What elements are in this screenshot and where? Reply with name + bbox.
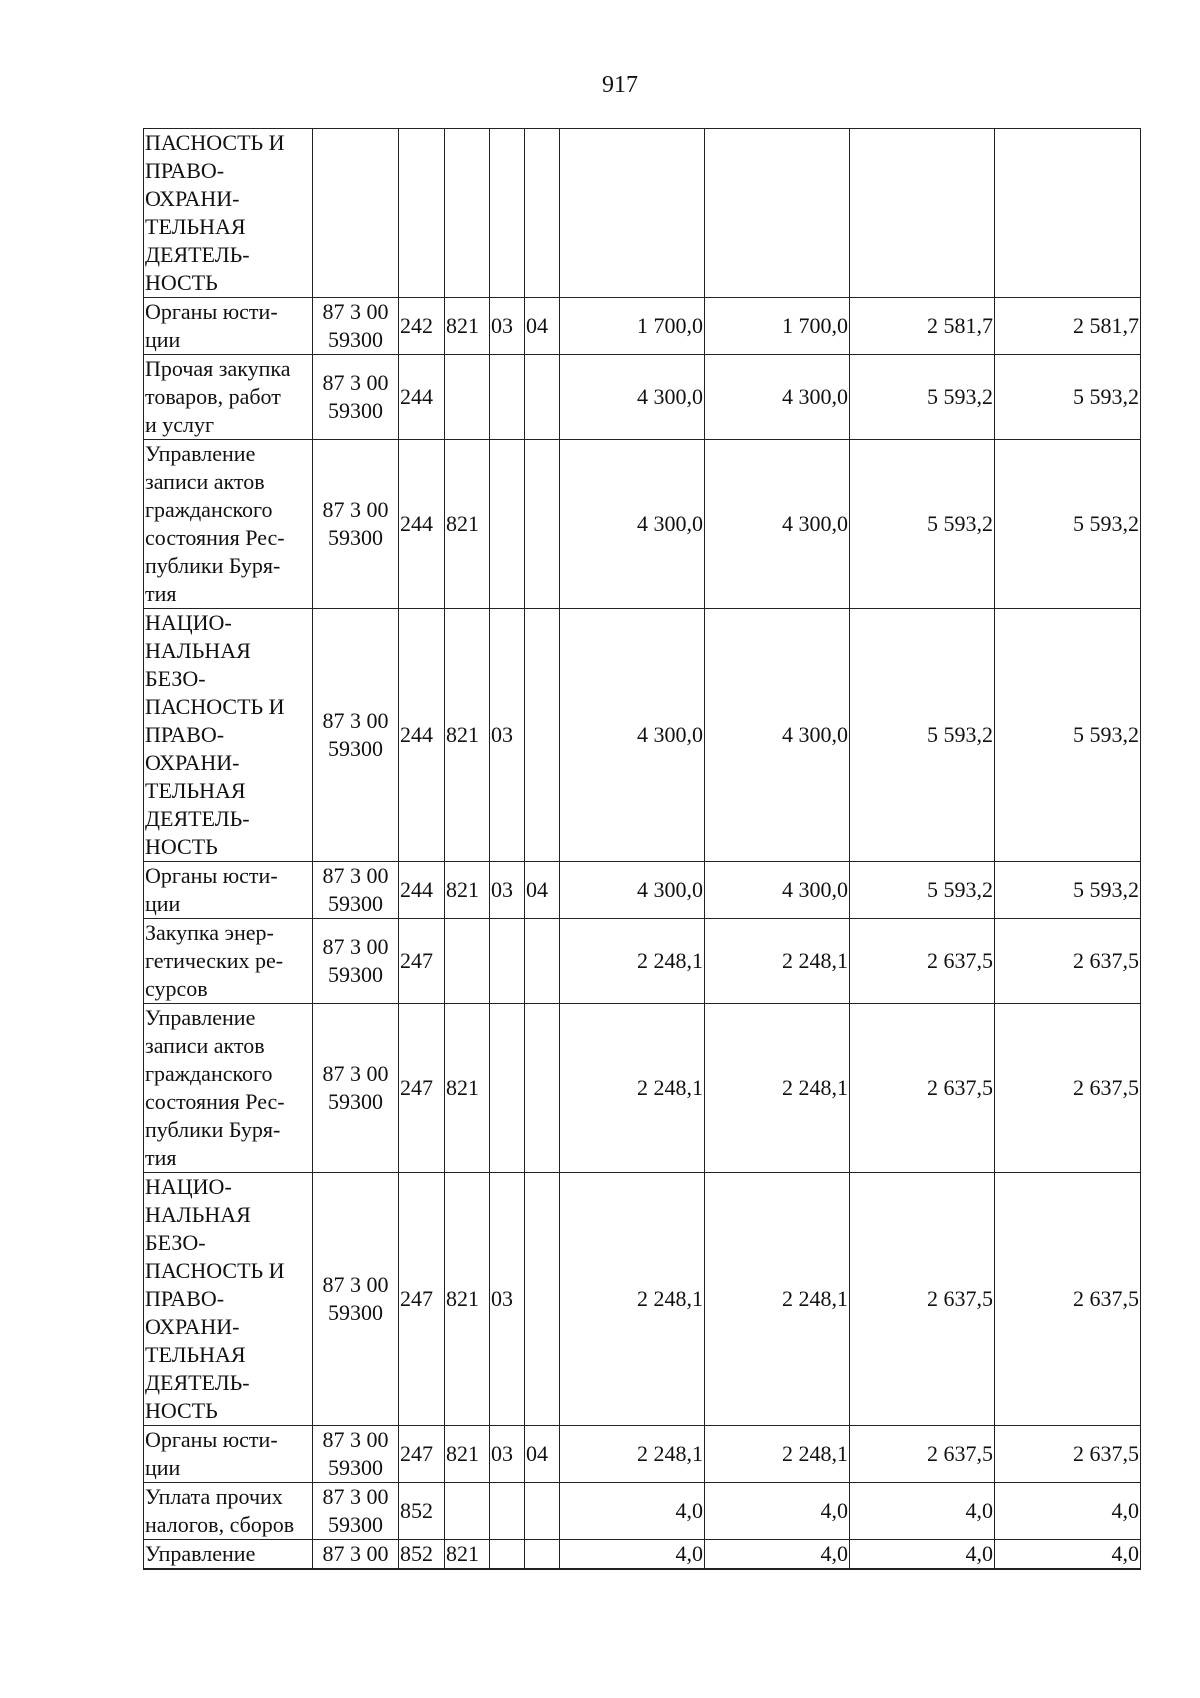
amount-cell: 1 700,0: [705, 298, 850, 355]
row-name-line: тия: [145, 1145, 177, 1170]
row-name-cell: [144, 355, 313, 440]
amount-cell: 5 593,2: [850, 440, 995, 609]
table-row: [144, 440, 1141, 609]
target-article-cell: 87 3 00 59300: [313, 355, 399, 440]
amount-cell: 4,0: [850, 1483, 995, 1540]
department-code-cell: 821: [445, 609, 490, 862]
row-name-cell: [144, 1426, 313, 1483]
amount-cell: 4 300,0: [560, 355, 705, 440]
row-name-cell: [144, 1483, 313, 1540]
expense-type-cell: [399, 129, 445, 298]
amount-cell: 4 300,0: [705, 609, 850, 862]
table-row: [144, 1483, 1141, 1540]
expense-type-cell: 247: [399, 1004, 445, 1173]
row-name-line: Управление: [145, 441, 256, 466]
row-name-cell: [144, 1004, 313, 1173]
department-code-cell: 821: [445, 440, 490, 609]
row-name-cell: [144, 129, 313, 298]
row-name-line: товаров, работ: [145, 384, 281, 409]
expense-type-cell: 242: [399, 298, 445, 355]
row-name-line: Управление: [145, 1541, 256, 1566]
department-code-cell: [445, 919, 490, 1004]
row-name-line: ции: [145, 891, 181, 916]
row-name-line: ции: [145, 1455, 181, 1480]
amount-cell: 4,0: [705, 1540, 850, 1570]
subsection-cell: 04: [525, 298, 560, 355]
amount-cell: 1 700,0: [560, 298, 705, 355]
amount-cell: 2 637,5: [995, 1173, 1141, 1426]
department-code-cell: 821: [445, 862, 490, 919]
amount-cell: 2 248,1: [705, 919, 850, 1004]
section-cell: [490, 1540, 525, 1570]
page-number: 917: [602, 72, 638, 98]
subsection-cell: [525, 355, 560, 440]
section-cell: 03: [490, 298, 525, 355]
amount-cell: 5 593,2: [995, 862, 1141, 919]
amount-cell: 5 593,2: [995, 609, 1141, 862]
row-name-cell: [144, 298, 313, 355]
row-name-line: налогов, сборов: [145, 1512, 295, 1537]
row-name-cell: [144, 440, 313, 609]
row-name-line: БЕЗО-: [145, 1230, 206, 1255]
expense-type-cell: 247: [399, 919, 445, 1004]
amount-cell: 2 637,5: [850, 919, 995, 1004]
row-name-line: ТЕЛЬНАЯ: [145, 778, 246, 803]
table-row: [144, 355, 1141, 440]
row-name-line: Органы юсти-: [145, 863, 278, 888]
row-name-line: записи актов: [145, 1033, 265, 1058]
target-article-cell: 87 3 00: [313, 1540, 399, 1570]
department-code-cell: 821: [445, 1173, 490, 1426]
amount-cell: 2 637,5: [850, 1173, 995, 1426]
section-cell: [490, 129, 525, 298]
row-name-line: Органы юсти-: [145, 299, 278, 324]
amount-cell: 2 248,1: [705, 1173, 850, 1426]
row-name-line: Органы юсти-: [145, 1427, 278, 1452]
row-name-line: ПАСНОСТЬ И: [145, 1258, 285, 1283]
amount-cell: 4,0: [995, 1540, 1141, 1570]
row-name-line: Управление: [145, 1005, 256, 1030]
amount-cell: 4 300,0: [705, 355, 850, 440]
row-name-line: ПРАВО-: [145, 1286, 225, 1311]
amount-cell: 2 581,7: [995, 298, 1141, 355]
department-code-cell: [445, 355, 490, 440]
row-name-line: НАЛЬНАЯ: [145, 1202, 251, 1227]
section-cell: [490, 440, 525, 609]
table-row: [144, 919, 1141, 1004]
department-code-cell: [445, 129, 490, 298]
amount-cell: 2 581,7: [850, 298, 995, 355]
table-row: [144, 1540, 1141, 1570]
subsection-cell: [525, 440, 560, 609]
section-cell: 03: [490, 1426, 525, 1483]
row-name-line: гражданского: [145, 497, 273, 522]
section-cell: [490, 1483, 525, 1540]
amount-cell: 4,0: [995, 1483, 1141, 1540]
target-article-cell: [313, 129, 399, 298]
subsection-cell: [525, 609, 560, 862]
row-name-line: сурсов: [145, 976, 208, 1001]
row-name-line: ТЕЛЬНАЯ: [145, 1342, 246, 1367]
row-name-line: Уплата прочих: [145, 1484, 283, 1509]
table-row: [144, 298, 1141, 355]
amount-cell: 4,0: [705, 1483, 850, 1540]
amount-cell: 5 593,2: [850, 862, 995, 919]
amount-cell: 4,0: [560, 1540, 705, 1570]
amount-cell: 2 248,1: [560, 919, 705, 1004]
amount-cell: 5 593,2: [995, 440, 1141, 609]
amount-cell: [850, 129, 995, 298]
row-name-line: НАЦИО-: [145, 610, 232, 635]
amount-cell: 4 300,0: [560, 440, 705, 609]
budget-table: [143, 128, 1141, 1570]
expense-type-cell: 244: [399, 440, 445, 609]
row-name-line: НОСТЬ: [145, 270, 218, 295]
row-name-line: ТЕЛЬНАЯ: [145, 214, 246, 239]
row-name-line: ПРАВО-: [145, 722, 225, 747]
row-name-line: и услуг: [145, 412, 215, 437]
row-name-line: публики Буря-: [145, 553, 281, 578]
target-article-cell: 87 3 00 59300: [313, 609, 399, 862]
amount-cell: 2 248,1: [705, 1426, 850, 1483]
target-article-cell: 87 3 00 59300: [313, 919, 399, 1004]
row-name-line: Прочая закупка: [145, 356, 291, 381]
row-name-cell: [144, 862, 313, 919]
section-cell: 03: [490, 862, 525, 919]
expense-type-cell: 244: [399, 355, 445, 440]
row-name-line: гражданского: [145, 1061, 273, 1086]
amount-cell: 4 300,0: [560, 609, 705, 862]
subsection-cell: [525, 1173, 560, 1426]
row-name-cell: [144, 609, 313, 862]
table-row: [144, 129, 1141, 298]
expense-type-cell: 852: [399, 1483, 445, 1540]
row-name-cell: [144, 1173, 313, 1426]
department-code-cell: [445, 1483, 490, 1540]
row-name-line: записи актов: [145, 469, 265, 494]
row-name-line: ОХРАНИ-: [145, 186, 240, 211]
amount-cell: 4 300,0: [560, 862, 705, 919]
row-name-line: ДЕЯТЕЛЬ-: [145, 1370, 250, 1395]
amount-cell: 2 248,1: [705, 1004, 850, 1173]
subsection-cell: [525, 1483, 560, 1540]
amount-cell: 2 248,1: [560, 1173, 705, 1426]
table-row: [144, 1426, 1141, 1483]
row-name-line: ции: [145, 327, 181, 352]
row-name-line: НАЛЬНАЯ: [145, 638, 251, 663]
amount-cell: 2 248,1: [560, 1426, 705, 1483]
row-name-line: ПАСНОСТЬ И: [145, 694, 285, 719]
row-name-line: ДЕЯТЕЛЬ-: [145, 242, 250, 267]
department-code-cell: 821: [445, 298, 490, 355]
target-article-cell: 87 3 00 59300: [313, 1004, 399, 1173]
amount-cell: 5 593,2: [850, 355, 995, 440]
target-article-cell: 87 3 00 59300: [313, 440, 399, 609]
row-name-line: состояния Рес-: [145, 1089, 285, 1114]
amount-cell: 2 637,5: [995, 1004, 1141, 1173]
amount-cell: [995, 129, 1141, 298]
department-code-cell: 821: [445, 1426, 490, 1483]
row-name-cell: [144, 1540, 313, 1570]
row-name-line: Закупка энер-: [145, 920, 274, 945]
department-code-cell: 821: [445, 1004, 490, 1173]
section-cell: [490, 355, 525, 440]
amount-cell: 4,0: [850, 1540, 995, 1570]
subsection-cell: [525, 1540, 560, 1570]
row-name-line: НОСТЬ: [145, 1398, 218, 1423]
department-code-cell: 821: [445, 1540, 490, 1570]
amount-cell: 5 593,2: [850, 609, 995, 862]
expense-type-cell: 852: [399, 1540, 445, 1570]
row-name-line: НАЦИО-: [145, 1174, 232, 1199]
target-article-cell: 87 3 00 59300: [313, 1426, 399, 1483]
row-name-line: НОСТЬ: [145, 834, 218, 859]
subsection-cell: 04: [525, 862, 560, 919]
expense-type-cell: 244: [399, 862, 445, 919]
row-name-line: ОХРАНИ-: [145, 1314, 240, 1339]
amount-cell: [560, 129, 705, 298]
table-row: [144, 862, 1141, 919]
target-article-cell: 87 3 00 59300: [313, 1173, 399, 1426]
amount-cell: 2 637,5: [850, 1004, 995, 1173]
row-name-line: ПАСНОСТЬ И: [145, 130, 285, 155]
row-name-cell: [144, 919, 313, 1004]
target-article-cell: 87 3 00 59300: [313, 1483, 399, 1540]
subsection-cell: [525, 1004, 560, 1173]
section-cell: [490, 1004, 525, 1173]
expense-type-cell: 247: [399, 1173, 445, 1426]
subsection-cell: [525, 919, 560, 1004]
expense-type-cell: 247: [399, 1426, 445, 1483]
target-article-cell: 87 3 00 59300: [313, 862, 399, 919]
target-article-cell: 87 3 00 59300: [313, 298, 399, 355]
subsection-cell: [525, 129, 560, 298]
amount-cell: 2 637,5: [850, 1426, 995, 1483]
amount-cell: 4 300,0: [705, 440, 850, 609]
row-name-line: БЕЗО-: [145, 666, 206, 691]
row-name-line: тия: [145, 581, 177, 606]
amount-cell: 2 637,5: [995, 1426, 1141, 1483]
amount-cell: 2 248,1: [560, 1004, 705, 1173]
row-name-line: состояния Рес-: [145, 525, 285, 550]
amount-cell: 4 300,0: [705, 862, 850, 919]
amount-cell: 4,0: [560, 1483, 705, 1540]
expense-type-cell: 244: [399, 609, 445, 862]
row-name-line: ПРАВО-: [145, 158, 225, 183]
amount-cell: [705, 129, 850, 298]
amount-cell: 5 593,2: [995, 355, 1141, 440]
row-name-line: публики Буря-: [145, 1117, 281, 1142]
section-cell: 03: [490, 1173, 525, 1426]
table-row: [144, 609, 1141, 862]
table-row: [144, 1004, 1141, 1173]
row-name-line: гетических ре-: [145, 948, 284, 973]
section-cell: 03: [490, 609, 525, 862]
row-name-line: ДЕЯТЕЛЬ-: [145, 806, 250, 831]
row-name-line: ОХРАНИ-: [145, 750, 240, 775]
amount-cell: 2 637,5: [995, 919, 1141, 1004]
table-row: [144, 1173, 1141, 1426]
subsection-cell: 04: [525, 1426, 560, 1483]
section-cell: [490, 919, 525, 1004]
